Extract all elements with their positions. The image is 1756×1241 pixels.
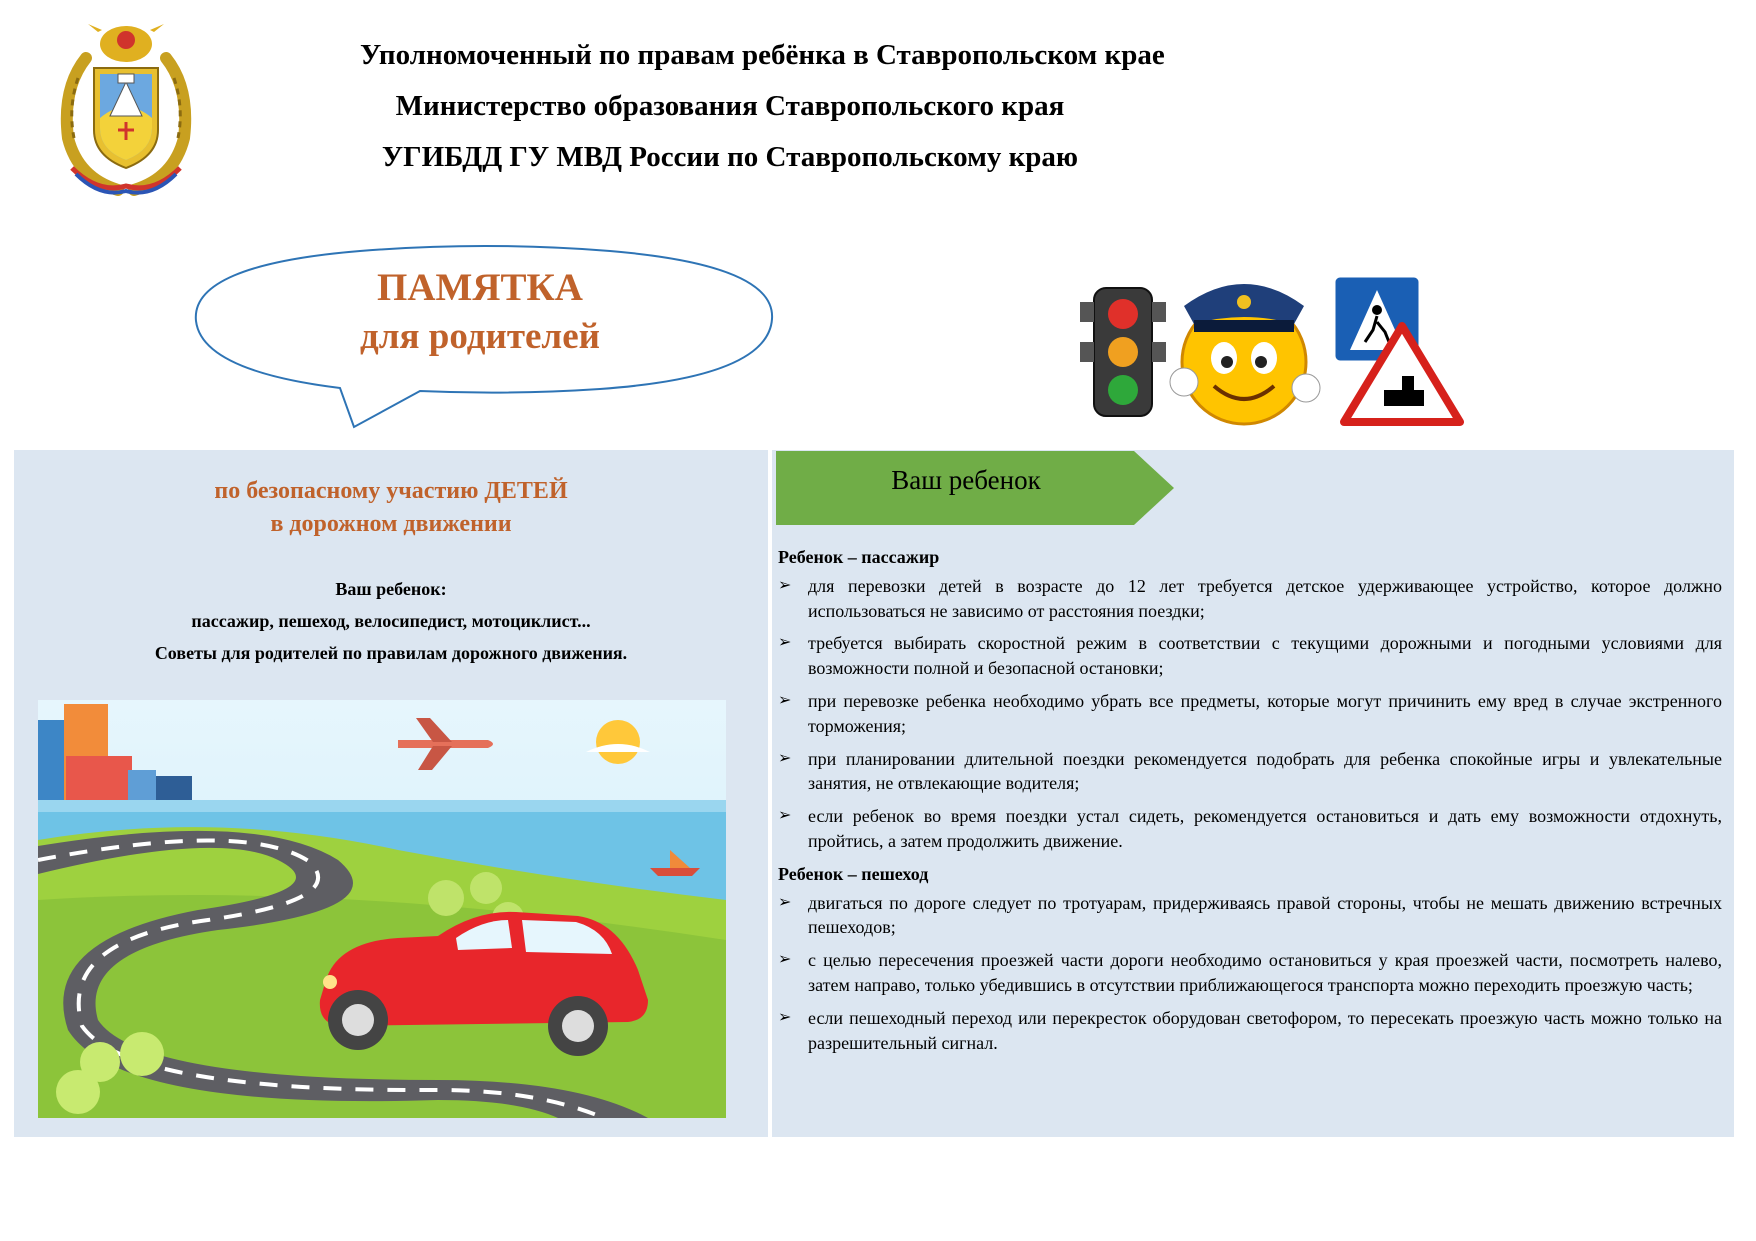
bullet-arrow-icon: ➢ bbox=[778, 951, 792, 969]
bullet-arrow-icon: ➢ bbox=[778, 807, 792, 825]
left-body-line: пассажир, пешеход, велосипедист, мотоциклист... bbox=[191, 611, 591, 631]
memo-title: ПАМЯТКА bbox=[377, 266, 583, 309]
bullet-arrow-icon: ➢ bbox=[778, 691, 792, 709]
left-body-line: Советы для родителей по правилам дорожного движения. bbox=[154, 643, 628, 663]
list-item-text: двигаться по дороге следует по тротуарам, придерживаясь правой стороны, чтобы не мешать движению встречных пешеходов; bbox=[808, 892, 1722, 938]
memo-subtitle: для родителей bbox=[360, 316, 600, 357]
list-item bbox=[778, 747, 1722, 797]
left-title bbox=[14, 475, 768, 541]
list-item bbox=[778, 804, 1722, 854]
list-item bbox=[778, 948, 1722, 998]
list-item-text: при планировании длительной поездки рекомендуется подобрать для ребенка спокойные игры и увлекательные занятия, не отвлекающие водителя; bbox=[808, 748, 1722, 794]
left-body-line: Ваш ребенок: bbox=[335, 579, 447, 599]
list-item bbox=[778, 574, 1722, 624]
bullet-arrow-icon: ➢ bbox=[778, 634, 792, 652]
traffic-light-icon bbox=[1080, 288, 1166, 416]
left-title-line: в дорожном движении bbox=[270, 511, 512, 537]
list-item-text: требуется выбирать скоростной режим в соответствии с текущими дорожными и погодными условиями для возможности полной и безопасной остановки; bbox=[808, 633, 1722, 679]
left-title-line: по безопасному участию ДЕТЕЙ bbox=[214, 478, 568, 504]
list-item-text: с целью пересечения проезжей части дороги необходимо остановиться у края проезжей части, посмотреть налево, затем направо, только убедившись в отсутствии приближающегося транспорта можно переходить проезжую часть; bbox=[808, 950, 1722, 995]
traffic-clipart bbox=[1072, 262, 1472, 430]
section-title-passenger: Ребенок – пассажир bbox=[778, 547, 940, 567]
coat-of-arms-icon bbox=[58, 18, 194, 196]
header-organizations bbox=[360, 30, 1165, 183]
list-item bbox=[778, 631, 1722, 681]
list-item bbox=[778, 689, 1722, 739]
bubble-text bbox=[210, 264, 750, 362]
list-item bbox=[778, 891, 1722, 941]
advice-content bbox=[778, 545, 1722, 1063]
left-body bbox=[14, 573, 768, 669]
header-line: УГИБДД ГУ МВД России по Ставропольскому краю bbox=[381, 141, 1079, 173]
list-item-text: при перевозке ребенка необходимо убрать все предметы, которые могут причинить ему вред в случае экстренного торможения; bbox=[808, 690, 1722, 736]
road-car-illustration bbox=[38, 700, 726, 1118]
section-title-pedestrian: Ребенок – пешеход bbox=[778, 863, 929, 884]
list-item bbox=[778, 1006, 1722, 1056]
bullet-arrow-icon: ➢ bbox=[778, 1008, 792, 1026]
list-item-text: для перевозки детей в возрасте до 12 лет требуется детское удерживающее устройство, которое должно использоваться не зависимо от расстояния поездки; bbox=[808, 575, 1722, 621]
arrow-banner-label: Ваш ребенок bbox=[891, 465, 1041, 495]
smiley-police-cap-icon bbox=[1170, 284, 1320, 424]
header-line: Министерство образования Ставропольского края bbox=[395, 90, 1065, 122]
bullet-arrow-icon: ➢ bbox=[778, 749, 792, 767]
list-item-text: если ребенок во время поездки устал сидеть, рекомендуется остановиться и дать ему возможности отдохнуть, пройтись, а затем продолжить движение. bbox=[808, 806, 1722, 851]
header-line: Уполномоченный по правам ребёнка в Ставропольском крае bbox=[360, 39, 1165, 71]
bullet-arrow-icon: ➢ bbox=[778, 893, 792, 911]
bullet-arrow-icon: ➢ bbox=[778, 576, 792, 594]
list-item-text: если пешеходный переход или перекресток оборудован светофором, то пересекать проезжую часть можно только на разрешительный сигнал. bbox=[808, 1007, 1722, 1053]
